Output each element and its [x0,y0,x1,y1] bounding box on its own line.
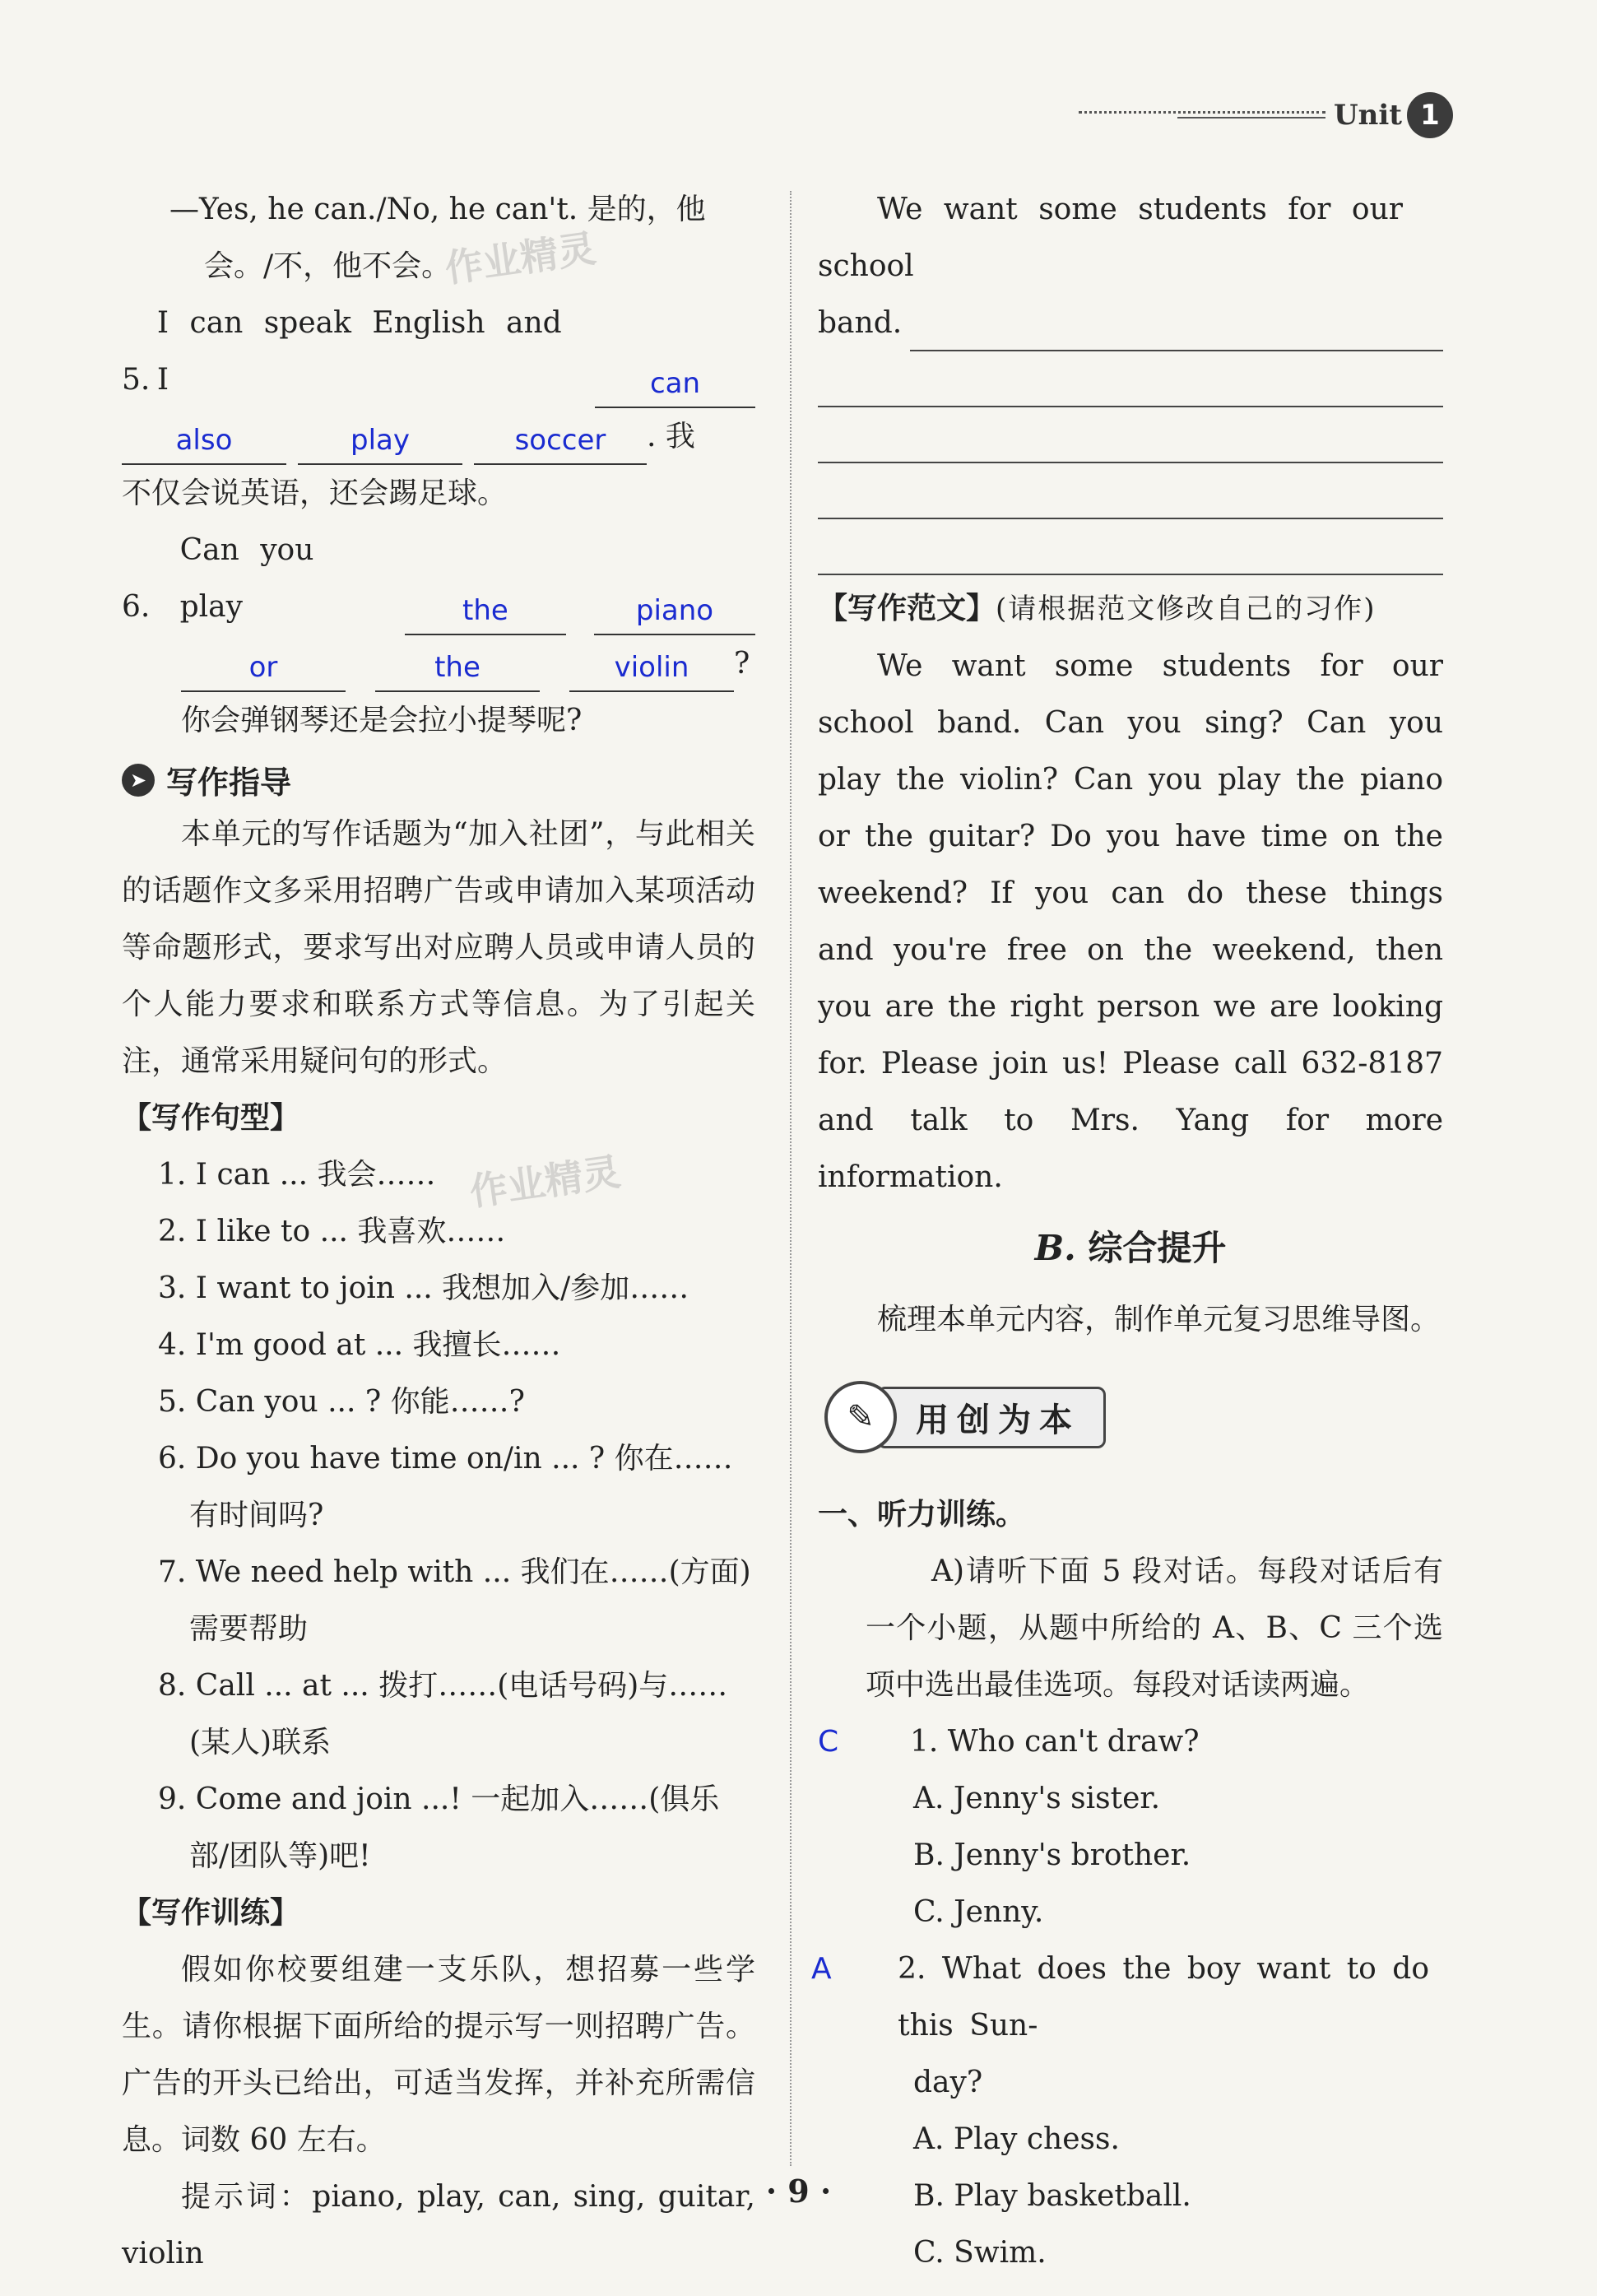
pattern-item: 7. We need help with ... 我们在……(方面)需要帮助 [158,1555,751,1646]
q6-prefix: Can you play [179,533,314,624]
writing-line[interactable] [818,407,1443,463]
sample-note: (请根据范文修改自己的习作) [996,593,1376,625]
sample-heading [818,580,1443,638]
q6-answer-4: the [375,644,540,692]
page-header [1079,89,1453,142]
q6-answer-3: or [181,644,346,692]
listening-intro: A)请听下面 5 段对话。每段对话后有一个小题，从题中所给的 A、B、C 三个选项中选出最佳选项。每段对话读两遍。 [866,1555,1443,1702]
writing-line[interactable] [818,351,1443,407]
column-divider [790,191,792,2166]
training-text: 假如你校要组建一支乐队，想招募一些学生。请你根据下面所给的提示写一则招聘广告。广告的开头已给出，可适当发挥，并补充所需信息。词数 60 左右。 [122,1953,755,2157]
writing-line[interactable] [910,312,1443,351]
pattern-item: 9. Come and join ...! 一起加入……(俱乐部/团队等)吧! [158,1782,720,1873]
q5-answer-1: can [595,360,755,408]
writing-guide-title: 写作指导 [166,765,292,801]
q2-option-a: A. Play chess. [913,2122,1120,2156]
section-b-text: 综合提升 [1088,1228,1227,1268]
writing-guide-text: 本单元的写作话题为“加入社团”，与此相关的话题作文多采用招聘广告或申请加入某项活动等命题形式，要求写出对应聘人员或申请人员的个人能力要求和联系方式等信息。为了引起关注，通常采用疑问句的形式。 [122,817,755,1078]
question-5 [122,295,755,522]
q1-option-c: C. Jenny. [913,1895,1044,1929]
unit-number-badge: 1 [1407,92,1453,138]
question-6 [122,522,755,749]
ad-start-line: We want some students for our school [818,193,1403,283]
badge-label: 用创为本 [877,1387,1106,1448]
page-number: · 9 · [765,2173,832,2210]
watermark: 作业精灵 [467,1149,624,1215]
watermark: 作业精灵 [442,225,599,291]
q2-answer: A [811,1952,832,1986]
pattern-item: 4. I'm good at ... 我擅长…… [158,1328,561,1362]
writing-line[interactable] [818,519,1443,575]
q6-answer-5: violin [569,644,734,692]
patterns-list [122,1146,755,1885]
q1-answer: C [818,1725,839,1759]
listening-question-1 [818,1713,1443,1940]
training-heading: 【写作训练】 [122,1896,300,1930]
q1-text: 1. Who can't draw? [910,1725,1200,1759]
writing-guide-heading [122,757,755,802]
writing-line[interactable] [818,463,1443,519]
pencil-book-icon: ✎ [824,1381,897,1453]
pattern-item: 2. I like to ... 我喜欢…… [158,1215,506,1248]
right-column [811,181,1443,2281]
q5-number: 5. [122,363,151,397]
q6-answer-2: piano [594,588,755,635]
q5-answer-3: play [298,417,462,465]
q1-option-b: B. Jenny's brother. [913,1838,1191,1872]
q6-translation: 你会弹钢琴还是会拉小提琴呢? [181,704,583,737]
pattern-item: 5. Can you ... ? 你能……? [158,1385,525,1419]
left-column [122,181,755,2282]
q6-number: 6. [122,590,151,624]
pattern-item: 6. Do you have time on/in ... ? 你在……有时间吗? [158,1442,733,1532]
pattern-item: 3. I want to join ... 我想加入/参加…… [158,1271,689,1305]
answer-line: —Yes, he can./No, he can't. 是的，他 [169,193,706,226]
section-b-title [818,1215,1443,1281]
unit-label: Unit [1334,99,1402,132]
q5-suffix: . 我 [647,420,695,453]
q1-option-a: A. Jenny's sister. [913,1782,1161,1815]
q5-answer-2: also [122,417,286,465]
q5-answer-4: soccer [474,417,647,465]
pattern-item: 1. I can ... 我会…… [158,1158,436,1192]
q2-text: 2. What does the boy want to do this Sun- [898,1952,1429,2043]
q6-suffix: ? [734,647,750,681]
q5-prefix: I can speak English and I [156,306,562,397]
ad-start-word: band. [818,306,903,340]
answer-line-cn: 会。/不，他不会。 [204,249,452,283]
hint-text: 提示词：piano, play, can, sing, guitar, violin [122,2180,755,2270]
listening-question-2 [811,1940,1443,2281]
pattern-item: 8. Call ... at ... 拨打……(电话号码)与……(某人)联系 [158,1669,728,1759]
section-badge [824,1381,1443,1453]
sample-essay: We want some students for our school band. Can you sing? Can you play the violin? Can you play the piano or the guitar? Do you have time on the weekend? If you can do these things and you're free on the weekend, then you are the right person we are looking for. Please join us! Please call 632-8187 and talk to Mrs. Yang for more information. [818,649,1443,1194]
listening-heading: 一、听力训练。 [818,1498,1026,1531]
section-b-letter: B. [1034,1228,1076,1268]
arrow-circle-icon: ➤ [122,764,155,797]
patterns-heading: 【写作句型】 [122,1101,300,1135]
q2-text-cont: day? [913,2066,983,2099]
q6-answer-1: the [405,588,566,635]
q2-option-c: C. Swim. [913,2236,1047,2270]
q2-option-b: B. Play basketball. [913,2179,1191,2213]
sample-label: 【写作范文】 [818,592,996,625]
section-b-instruction: 梳理本单元内容，制作单元复习思维导图。 [877,1303,1441,1336]
header-decoration [1079,109,1325,122]
q5-translation: 不仅会说英语，还会踢足球。 [122,476,508,510]
